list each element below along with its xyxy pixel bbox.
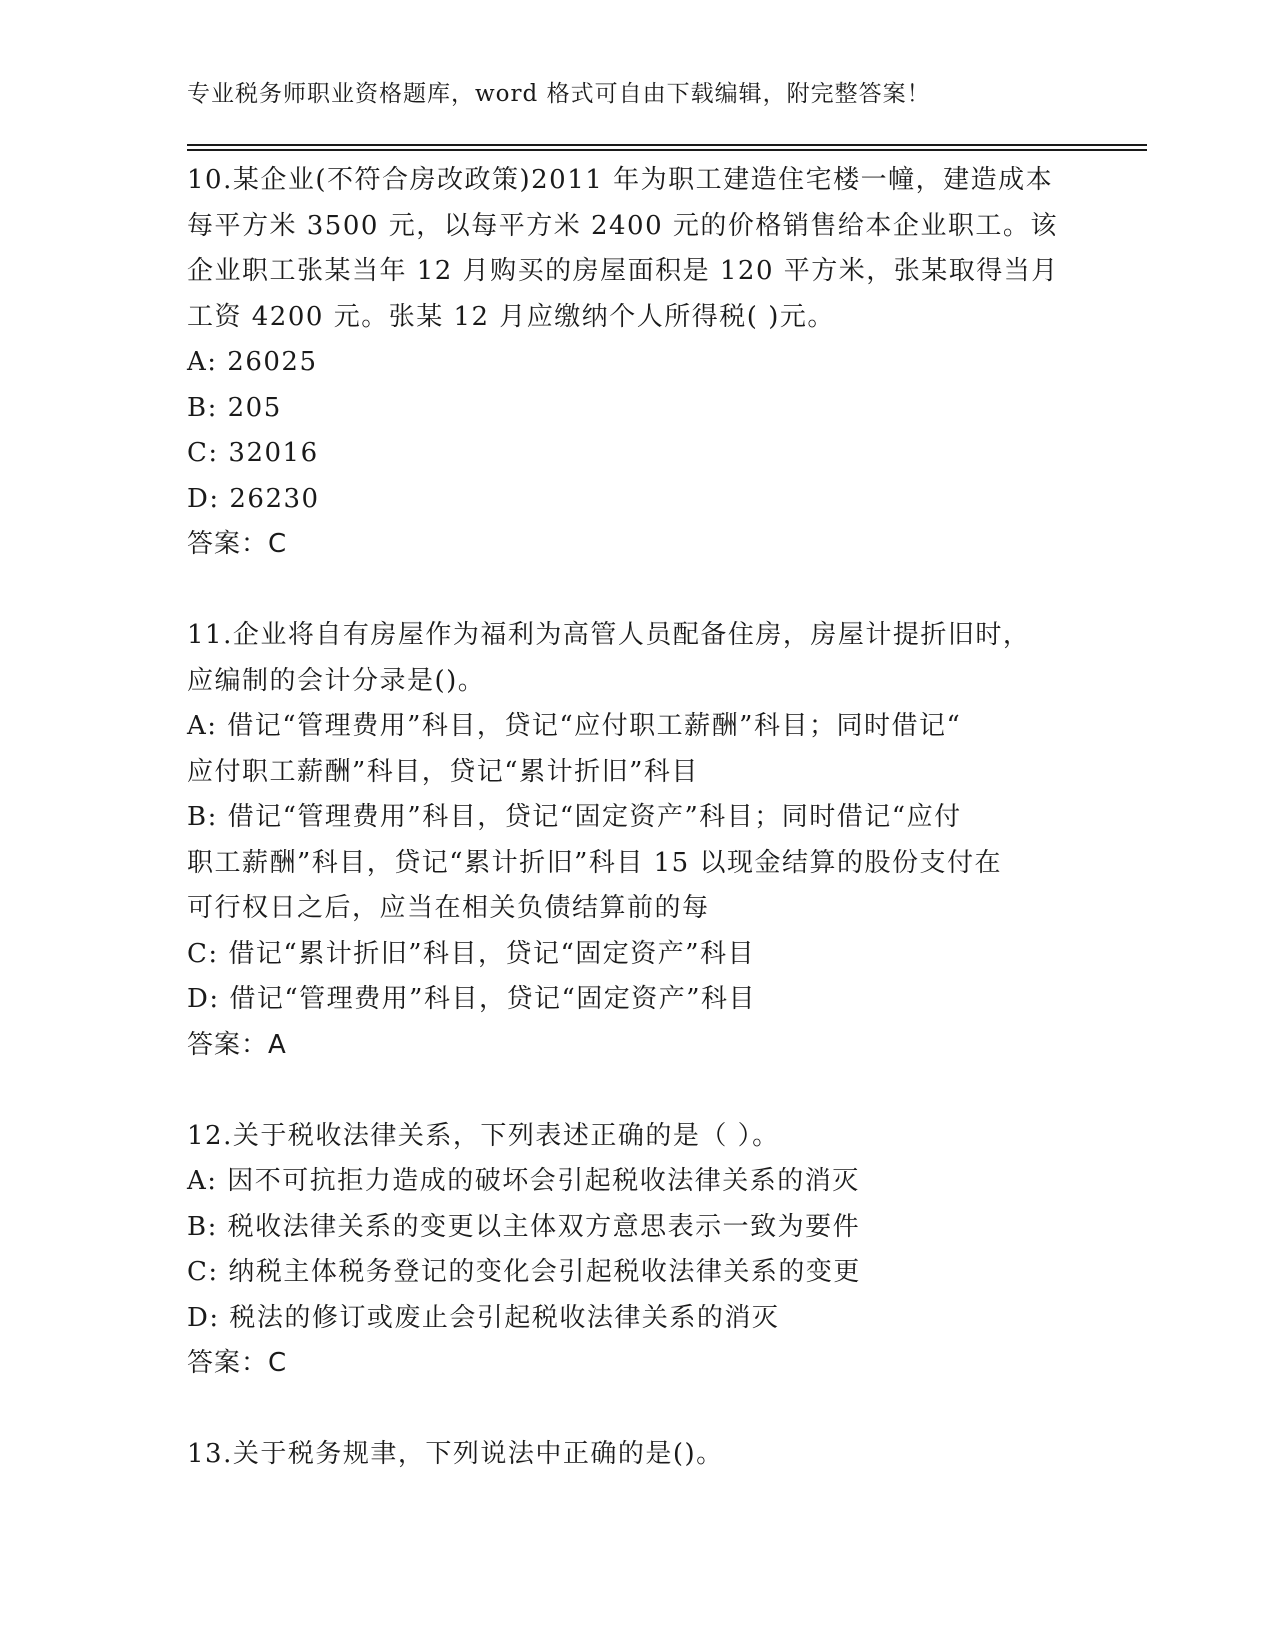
- question-10: [187, 158, 1087, 568]
- option-b: B: 借记“管理费用”科目，贷记“固定资产”科目；同时借记“应付: [187, 802, 962, 832]
- header-rule-bottom: [187, 149, 1147, 151]
- option-b: B: 税收法律关系的变更以主体双方意思表示一致为要件: [187, 1211, 861, 1242]
- option-b-continued: 可行权日之后，应当在相关负债结算前的每: [187, 893, 710, 923]
- option-b: B: 205: [187, 392, 282, 423]
- option-c: C: 纳税主体税务登记的变化会引起税收法律关系的变更: [187, 1257, 861, 1287]
- header-rule-top: [187, 144, 1147, 146]
- question-stem-line: 13.关于税务规聿，下列说法中正确的是()。: [187, 1439, 724, 1469]
- option-a: A: 26025: [187, 347, 318, 377]
- question-stem-line: 11.企业将自有房屋作为福利为高管人员配备住房，房屋计提折旧时，: [187, 620, 1031, 650]
- question-stem-line: 工资 4200 元。张某 12 月应缴纳个人所得税( )元。: [187, 301, 835, 332]
- spacer: [187, 568, 1087, 614]
- answer-line: 答案：C: [187, 1348, 288, 1378]
- option-d: D: 借记“管理费用”科目，贷记“固定资产”科目: [187, 984, 757, 1014]
- spacer: [187, 1068, 1087, 1114]
- option-a: A: 借记“管理费用”科目，贷记“应付职工薪酬”科目；同时借记“: [187, 711, 962, 741]
- question-11: [187, 613, 1087, 1068]
- question-stem-line: 企业职工张某当年 12 月购买的房屋面积是 120 平方米，张某取得当月: [187, 256, 1059, 286]
- question-12: [187, 1114, 1087, 1387]
- option-a-continued: 应付职工薪酬”科目，贷记“累计折旧”科目: [187, 756, 699, 787]
- answer-line: 答案：A: [187, 1029, 287, 1060]
- option-d: D: 税法的修订或废止会引起税收法律关系的消灭: [187, 1302, 780, 1333]
- option-a: A: 因不可抗拒力造成的破坏会引起税收法律关系的消灭: [187, 1166, 860, 1196]
- option-d: D: 26230: [187, 483, 320, 514]
- question-stem-line: 每平方米 3500 元，以每平方米 2400 元的价格销售给本企业职工。该: [187, 210, 1058, 241]
- question-stem-line: 12.关于税收法律关系，下列表述正确的是（ ）。: [187, 1120, 780, 1151]
- spacer: [187, 1387, 1087, 1433]
- option-b-continued: 职工薪酬”科目，贷记“累计折旧”科目 15 以现金结算的股份支付在: [187, 847, 1002, 878]
- question-stem-line: 应编制的会计分录是()。: [187, 665, 486, 696]
- option-c: C: 32016: [187, 438, 319, 468]
- question-stem-line: 10.某企业(不符合房改政策)2011 年为职工建造住宅楼一幢，建造成本: [187, 165, 1054, 195]
- page-header: 专业税务师职业资格题库，word 格式可自由下载编辑，附完整答案！: [187, 81, 931, 107]
- answer-line: 答案：C: [187, 529, 288, 559]
- question-list: [187, 158, 1087, 1478]
- question-13: [187, 1432, 1087, 1478]
- option-c: C: 借记“累计折旧”科目，贷记“固定资产”科目: [187, 938, 756, 969]
